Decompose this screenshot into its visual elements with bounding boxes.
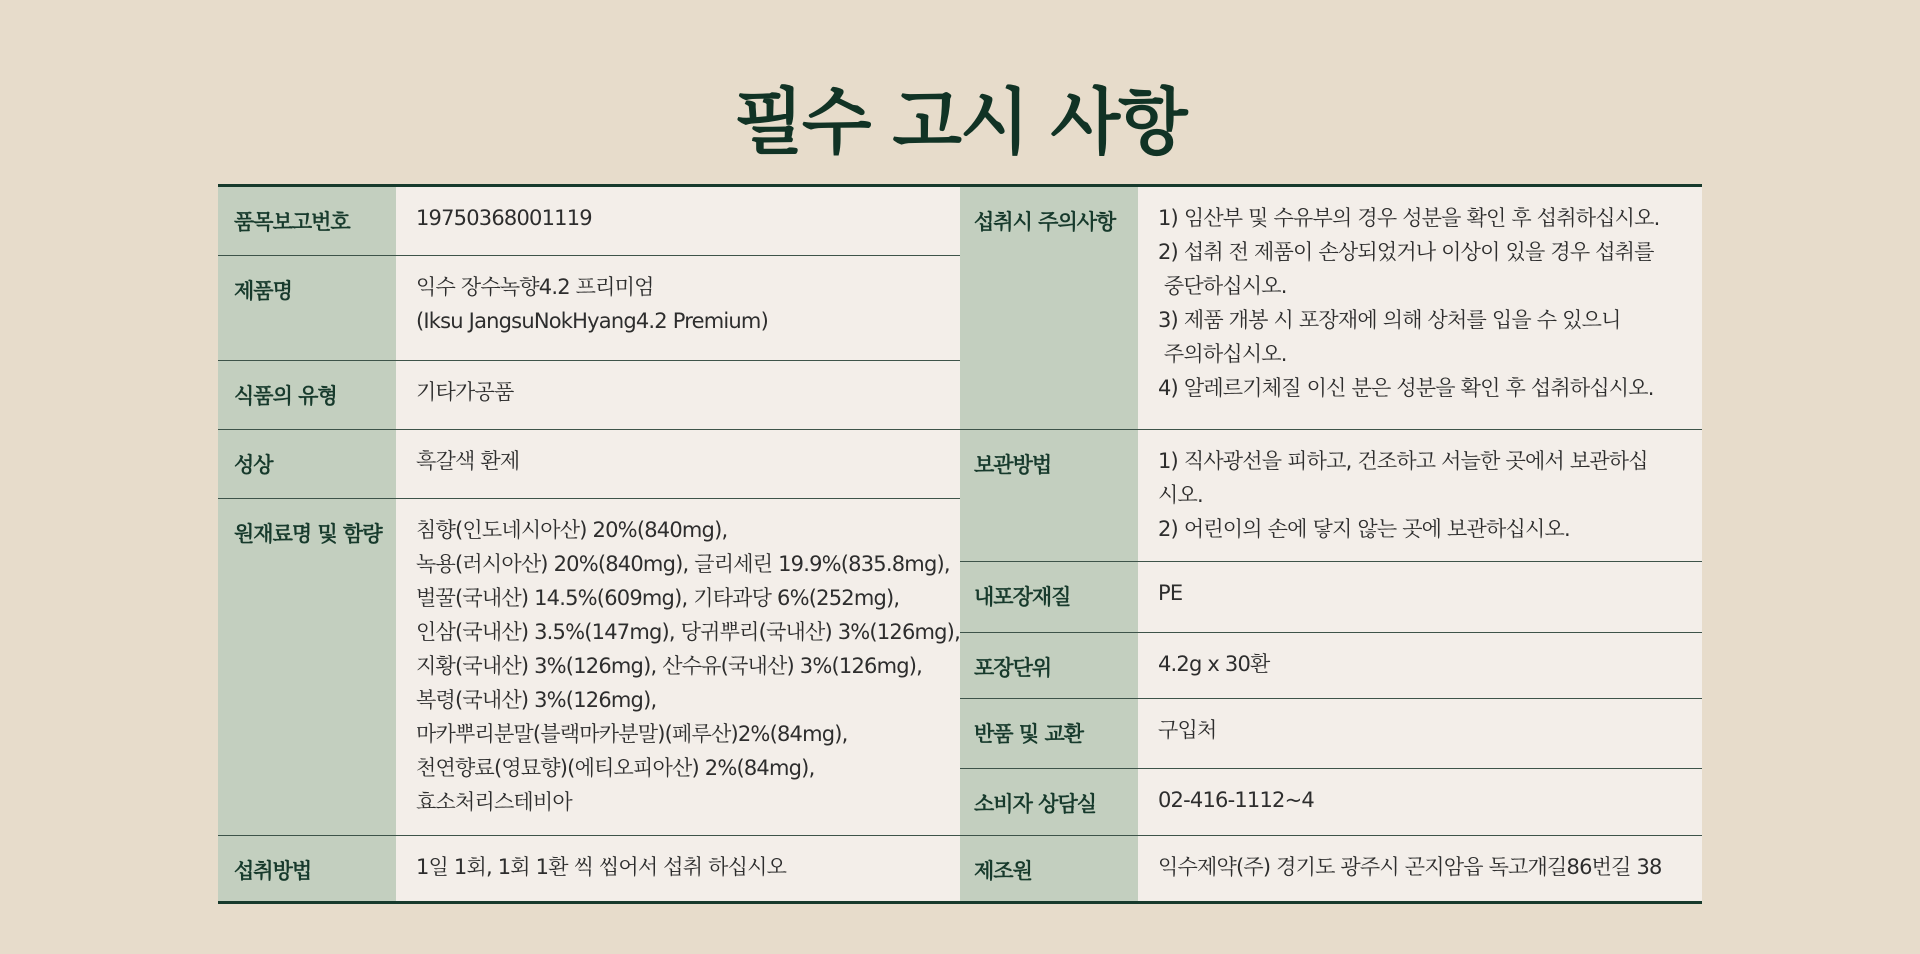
value-line: 익수 장수녹향4.2 프리미엄 — [416, 275, 654, 299]
row-product-name — [218, 256, 960, 361]
value-line: 4) 알레르기체질 이신 분은 성분을 확인 후 섭취하십시오. — [1158, 376, 1654, 400]
value-ingredients — [396, 499, 960, 835]
row-intake-method — [218, 836, 960, 901]
value-line: 중단하십시오. — [1158, 274, 1287, 298]
value-line: 4.2g x 30환 — [1158, 652, 1270, 676]
label-manufacturer: 제조원 — [960, 836, 1138, 901]
value-line: 3) 제품 개봉 시 포장재에 의해 상처를 입을 수 있으니 — [1158, 308, 1621, 332]
row-item-report-number — [218, 187, 960, 256]
value-line: 흑갈색 환제 — [416, 449, 520, 473]
row-manufacturer — [960, 836, 1702, 901]
row-food-type — [218, 361, 960, 430]
value-line: 2) 어린이의 손에 닿지 않는 곳에 보관하십시오. — [1158, 517, 1570, 541]
value-line: (Iksu JangsuNokHyang4.2 Premium) — [416, 309, 768, 333]
label-inner-packaging: 내포장재질 — [960, 562, 1138, 632]
value-line: 벌꿀(국내산) 14.5%(609mg), 기타과당 6%(252mg), — [416, 586, 900, 610]
value-storage-method — [1138, 430, 1702, 561]
label-intake-method: 섭취방법 — [218, 836, 396, 901]
label-intake-precautions: 섭취시 주의사항 — [960, 187, 1138, 429]
value-line: 1) 직사광선을 피하고, 건조하고 서늘한 곳에서 보관하십 — [1158, 449, 1648, 473]
value-line: 천연향료(영묘향)(에티오피아산) 2%(84mg), — [416, 756, 815, 780]
value-line: 19750368001119 — [416, 206, 592, 230]
notice-table-left-column — [218, 187, 960, 901]
value-line: 복령(국내산) 3%(126mg), — [416, 688, 657, 712]
label-consumer-center: 소비자 상담실 — [960, 769, 1138, 835]
value-food-type — [396, 361, 960, 429]
label-food-type: 식품의 유형 — [218, 361, 396, 429]
value-line: 1) 임산부 및 수유부의 경우 성분을 확인 후 섭취하십시오. — [1158, 206, 1660, 230]
value-line: 기타가공품 — [416, 380, 514, 404]
value-product-name — [396, 256, 960, 360]
value-line: 지황(국내산) 3%(126mg), 산수유(국내산) 3%(126mg), — [416, 654, 923, 678]
notice-table — [218, 184, 1702, 904]
value-line: 1일 1회, 1회 1환 씩 씹어서 섭취 하십시오 — [416, 855, 787, 879]
label-product-name: 제품명 — [218, 256, 396, 360]
value-line: 익수제약(주) 경기도 광주시 곤지암읍 독고개길86번길 38 — [1158, 855, 1662, 879]
row-consumer-center — [960, 769, 1702, 836]
value-intake-precautions — [1138, 187, 1702, 429]
row-ingredients — [218, 499, 960, 836]
value-manufacturer — [1138, 836, 1702, 901]
value-line: PE — [1158, 581, 1183, 605]
label-return-exchange: 반품 및 교환 — [960, 699, 1138, 768]
value-line: 녹용(러시아산) 20%(840mg), 글리세린 19.9%(835.8mg), — [416, 552, 950, 576]
label-storage-method: 보관방법 — [960, 430, 1138, 561]
label-appearance: 성상 — [218, 430, 396, 498]
page-title: 필수 고시 사항 — [734, 80, 1186, 164]
value-line: 02-416-1112~4 — [1158, 788, 1314, 812]
row-package-unit — [960, 633, 1702, 699]
value-appearance — [396, 430, 960, 498]
value-line: 효소처리스테비아 — [416, 790, 572, 814]
value-line: 2) 섭취 전 제품이 손상되었거나 이상이 있을 경우 섭취를 — [1158, 240, 1654, 264]
label-ingredients: 원재료명 및 함량 — [218, 499, 396, 835]
row-appearance — [218, 430, 960, 499]
value-intake-method — [396, 836, 960, 901]
row-intake-precautions — [960, 187, 1702, 430]
value-line: 구입처 — [1158, 718, 1217, 742]
value-consumer-center — [1138, 769, 1702, 835]
label-item-report-number: 품목보고번호 — [218, 187, 396, 255]
row-inner-packaging — [960, 562, 1702, 633]
row-storage-method — [960, 430, 1702, 562]
value-line: 인삼(국내산) 3.5%(147mg), 당귀뿌리(국내산) 3%(126mg), — [416, 620, 960, 644]
value-inner-packaging — [1138, 562, 1702, 632]
value-item-report-number — [396, 187, 960, 255]
value-return-exchange — [1138, 699, 1702, 768]
value-line: 마카뿌리분말(블랙마카분말)(페루산)2%(84mg), — [416, 722, 848, 746]
value-line: 침향(인도네시아산) 20%(840mg), — [416, 518, 728, 542]
value-package-unit — [1138, 633, 1702, 698]
row-return-exchange — [960, 699, 1702, 769]
notice-table-right-column — [960, 187, 1702, 901]
value-line: 주의하십시오. — [1158, 342, 1287, 366]
value-line: 시오. — [1158, 483, 1203, 507]
label-package-unit: 포장단위 — [960, 633, 1138, 698]
